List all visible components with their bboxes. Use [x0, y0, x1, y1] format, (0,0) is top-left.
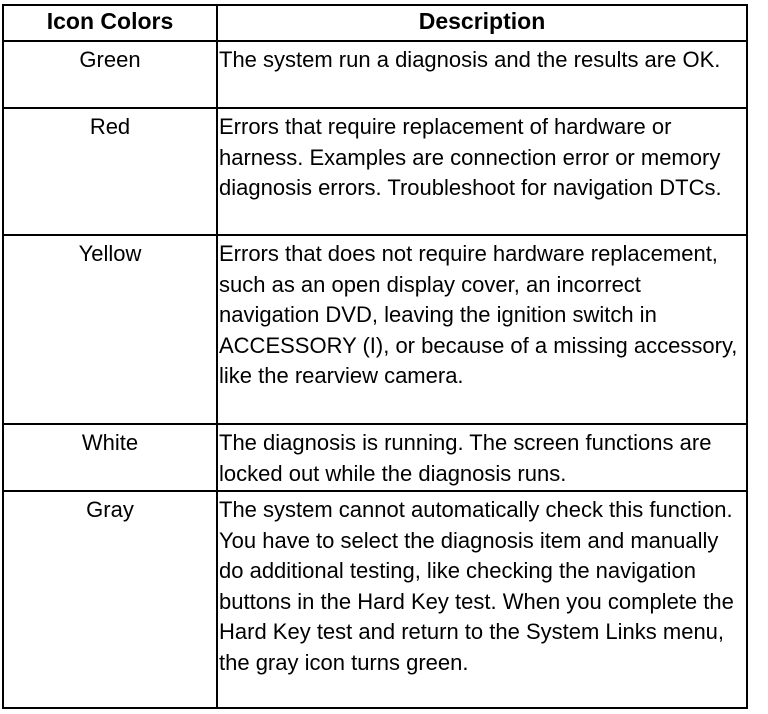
icon-color-cell: Green — [3, 41, 217, 108]
table-row — [3, 491, 747, 708]
icon-color-cell: Gray — [3, 491, 217, 708]
header-icon-colors: Icon Colors — [3, 5, 217, 41]
icon-color-cell: White — [3, 424, 217, 491]
table-row — [3, 235, 747, 424]
description-cell: Errors that require replacement of hardware or harness. Examples are connection error or memory diagnosis errors. Troubleshoot for navigation DTCs. — [217, 108, 747, 235]
icon-color-cell: Yellow — [3, 235, 217, 424]
description-cell: The diagnosis is running. The screen functions are locked out while the diagnosis runs. — [217, 424, 747, 491]
table-row — [3, 424, 747, 491]
header-description: Description — [217, 5, 747, 41]
table-header-row — [3, 5, 747, 41]
description-cell: Errors that does not require hardware replacement, such as an open display cover, an incorrect navigation DVD, leaving the ignition switch in ACCESSORY (I), or because of a missing accessory, like the rearview camera. — [217, 235, 747, 424]
description-cell: The system cannot automatically check this function. You have to select the diagnosis item and manually do additional testing, like checking the navigation buttons in the Hard Key test. When you complete the Hard Key test and return to the System Links menu, the gray icon turns green. — [217, 491, 747, 708]
icon-colors-table — [2, 4, 748, 709]
table-row — [3, 41, 747, 108]
icon-color-cell: Red — [3, 108, 217, 235]
description-cell: The system run a diagnosis and the results are OK. — [217, 41, 747, 108]
table-row — [3, 108, 747, 235]
